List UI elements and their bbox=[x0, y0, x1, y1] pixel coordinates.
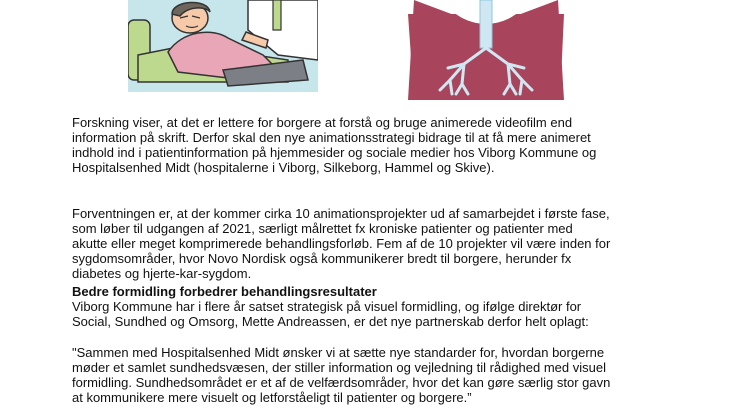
paragraph-text: Forventningen er, at der kommer cirka 10 animationsprojekter ud af samarbejdet i første fase, som løber til udgangen af 2021, særligt målrettet fx kroniske patienter og patienter med akutte eller meget komprimerede behandlingsforløb. Fem af de 10 projekter vil være inden for sygdomsområder, hvor Novo Nordisk også kommunikerer bredt til borgere, herunder fx diabetes og hjerte-kar-sygdom. bbox=[72, 206, 611, 281]
patient-consultation-illustration bbox=[128, 0, 318, 92]
section-heading: Bedre formidling forbedrer behandlingsresultater bbox=[72, 284, 377, 299]
paragraph-research bbox=[72, 115, 712, 175]
section-paragraph: Viborg Kommune har i flere år satset strategisk på visuel formidling, og ifølge direktør for Social, Sundhed og Omsorg, Mette Andreassen, er det nye partnerskab derfor helt oplagt: bbox=[72, 299, 589, 329]
paragraph-expectations bbox=[72, 206, 712, 281]
quote-block bbox=[72, 345, 712, 405]
lungs-airways-illustration bbox=[374, 0, 598, 100]
quote-text: "Sammen med Hospitalsenhed Midt ønsker vi at sætte nye standarder for, hvordan borgerne møder et samlet sundhedsvæsen, der stiller information og vejledning til rådighed med visuel formidling. Sundhedsområdet er et af de velfærdsområder, hvor det kan gøre særlig stor gavn at kommunikere mere visuelt og letforståeligt til patienter og borgere.” bbox=[72, 345, 611, 405]
paragraph-text: Forskning viser, at det er lettere for borgere at forstå og bruge animerede videofilm end information på skrift. Derfor skal den nye animationsstrategi bidrage til at få mere animeret indhold ind i patientinformation på hjemmesider og sociale medier hos Viborg Kommune og Hospitalsenhed Midt (hospitalerne i Viborg, Silkeborg, Hammel og Skive). bbox=[72, 115, 597, 175]
section-better-communication bbox=[72, 284, 712, 329]
